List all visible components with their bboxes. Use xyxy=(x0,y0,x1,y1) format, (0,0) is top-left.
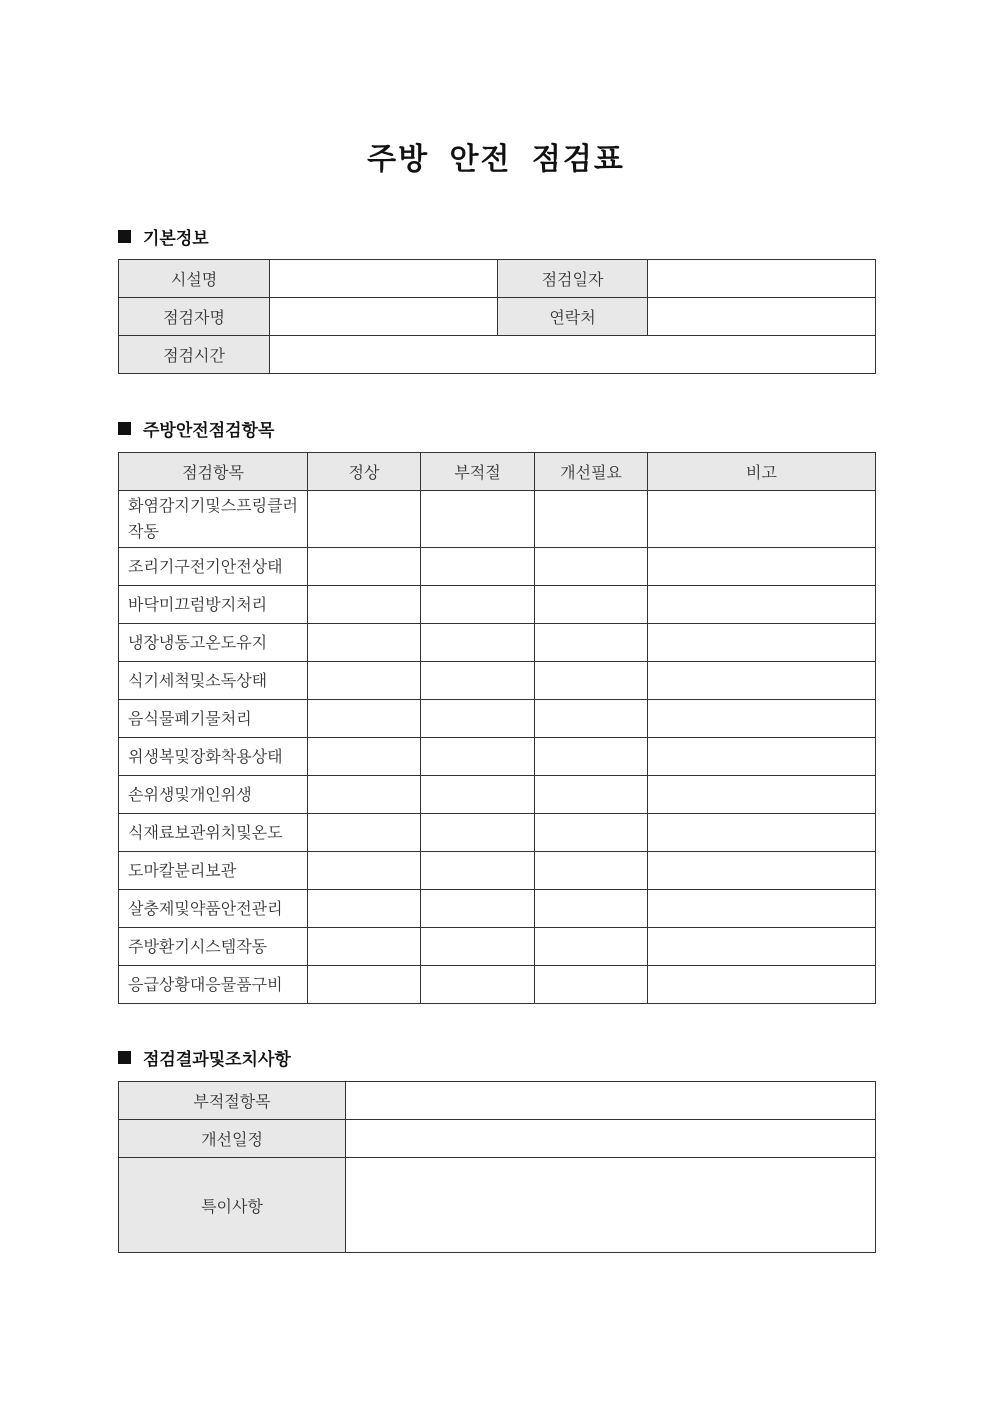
needs-improvement-cell[interactable] xyxy=(535,738,648,776)
header-inappropriate: 부적절 xyxy=(421,453,535,491)
table-row xyxy=(119,586,876,624)
check-item-label: 주방환기시스템작동 xyxy=(119,928,308,966)
square-bullet-icon xyxy=(118,230,131,243)
check-item-label: 음식물폐기물처리 xyxy=(119,700,308,738)
remarks-cell[interactable] xyxy=(648,852,876,890)
contact-label: 연락처 xyxy=(498,298,648,336)
remarks-cell[interactable] xyxy=(648,928,876,966)
needs-improvement-cell[interactable] xyxy=(535,586,648,624)
check-item-label: 식재료보관위치및온도 xyxy=(119,814,308,852)
table-row xyxy=(119,928,876,966)
contact-field[interactable] xyxy=(648,298,876,336)
inappropriate-cell[interactable] xyxy=(421,928,535,966)
inspection-date-field[interactable] xyxy=(648,260,876,298)
facility-name-field[interactable] xyxy=(270,260,498,298)
normal-cell[interactable] xyxy=(308,776,421,814)
normal-cell[interactable] xyxy=(308,662,421,700)
normal-cell[interactable] xyxy=(308,700,421,738)
table-row xyxy=(119,966,876,1004)
inspection-time-field[interactable] xyxy=(270,336,876,374)
inappropriate-items-field[interactable] xyxy=(346,1082,876,1120)
remarks-cell[interactable] xyxy=(648,776,876,814)
checklist-table xyxy=(118,452,876,1004)
remarks-field[interactable] xyxy=(346,1158,876,1253)
check-item-label: 손위생및개인위생 xyxy=(119,776,308,814)
header-needs-improvement: 개선필요 xyxy=(535,453,648,491)
normal-cell[interactable] xyxy=(308,491,421,548)
inappropriate-cell[interactable] xyxy=(421,966,535,1004)
table-row xyxy=(119,776,876,814)
inspection-time-label: 점검시간 xyxy=(119,336,270,374)
section-basic-label: 기본정보 xyxy=(143,229,209,249)
inspector-name-field[interactable] xyxy=(270,298,498,336)
normal-cell[interactable] xyxy=(308,852,421,890)
remarks-cell[interactable] xyxy=(648,491,876,548)
check-item-label: 위생복및장화착용상태 xyxy=(119,738,308,776)
normal-cell[interactable] xyxy=(308,928,421,966)
check-item-label: 살충제및약품안전관리 xyxy=(119,890,308,928)
section-results-label: 점검결과및조치사항 xyxy=(143,1050,291,1070)
needs-improvement-cell[interactable] xyxy=(535,624,648,662)
section-checklist-heading xyxy=(118,416,274,441)
checklist-header-row xyxy=(119,453,876,491)
results-table xyxy=(118,1081,876,1253)
inappropriate-cell[interactable] xyxy=(421,700,535,738)
needs-improvement-cell[interactable] xyxy=(535,776,648,814)
inappropriate-cell[interactable] xyxy=(421,491,535,548)
remarks-label: 특이사항 xyxy=(119,1158,346,1253)
table-row xyxy=(119,662,876,700)
section-results-heading xyxy=(118,1045,291,1070)
needs-improvement-cell[interactable] xyxy=(535,852,648,890)
normal-cell[interactable] xyxy=(308,966,421,1004)
normal-cell[interactable] xyxy=(308,890,421,928)
table-row xyxy=(119,624,876,662)
remarks-cell[interactable] xyxy=(648,890,876,928)
table-row xyxy=(119,890,876,928)
basic-info-table xyxy=(118,259,876,374)
needs-improvement-cell[interactable] xyxy=(535,966,648,1004)
inspector-name-label: 점검자명 xyxy=(119,298,270,336)
remarks-cell[interactable] xyxy=(648,814,876,852)
inappropriate-cell[interactable] xyxy=(421,662,535,700)
inappropriate-cell[interactable] xyxy=(421,814,535,852)
table-row xyxy=(119,548,876,586)
check-item-label: 바닥미끄럼방지처리 xyxy=(119,586,308,624)
needs-improvement-cell[interactable] xyxy=(535,700,648,738)
normal-cell[interactable] xyxy=(308,586,421,624)
remarks-cell[interactable] xyxy=(648,662,876,700)
check-item-label: 냉장냉동고온도유지 xyxy=(119,624,308,662)
inappropriate-items-label: 부적절항목 xyxy=(119,1082,346,1120)
normal-cell[interactable] xyxy=(308,548,421,586)
improvement-schedule-label: 개선일정 xyxy=(119,1120,346,1158)
check-item-label: 식기세척및소독상태 xyxy=(119,662,308,700)
needs-improvement-cell[interactable] xyxy=(535,662,648,700)
check-item-label: 응급상황대응물품구비 xyxy=(119,966,308,1004)
section-basic-heading xyxy=(118,224,209,249)
remarks-cell[interactable] xyxy=(648,738,876,776)
inappropriate-cell[interactable] xyxy=(421,548,535,586)
page-title: 주방 안전 점검표 xyxy=(367,142,625,177)
remarks-cell[interactable] xyxy=(648,700,876,738)
remarks-cell[interactable] xyxy=(648,966,876,1004)
inappropriate-cell[interactable] xyxy=(421,852,535,890)
needs-improvement-cell[interactable] xyxy=(535,491,648,548)
table-row xyxy=(119,491,876,548)
improvement-schedule-field[interactable] xyxy=(346,1120,876,1158)
needs-improvement-cell[interactable] xyxy=(535,928,648,966)
section-checklist-label: 주방안전점검항목 xyxy=(143,421,275,441)
square-bullet-icon xyxy=(118,1051,131,1064)
check-item-label: 도마칼분리보관 xyxy=(119,852,308,890)
table-row xyxy=(119,738,876,776)
facility-name-label: 시설명 xyxy=(119,260,270,298)
normal-cell[interactable] xyxy=(308,738,421,776)
header-remarks: 비고 xyxy=(648,453,876,491)
table-row xyxy=(119,814,876,852)
inappropriate-cell[interactable] xyxy=(421,776,535,814)
table-row xyxy=(119,700,876,738)
normal-cell[interactable] xyxy=(308,814,421,852)
remarks-cell[interactable] xyxy=(648,586,876,624)
table-row xyxy=(119,852,876,890)
header-item: 점검항목 xyxy=(119,453,308,491)
inappropriate-cell[interactable] xyxy=(421,738,535,776)
inappropriate-cell[interactable] xyxy=(421,624,535,662)
remarks-cell[interactable] xyxy=(648,548,876,586)
inspection-date-label: 점검일자 xyxy=(498,260,648,298)
needs-improvement-cell[interactable] xyxy=(535,548,648,586)
remarks-cell[interactable] xyxy=(648,624,876,662)
square-bullet-icon xyxy=(118,422,131,435)
check-item-label: 화염감지기및스프링클러작동 xyxy=(119,491,308,548)
normal-cell[interactable] xyxy=(308,624,421,662)
check-item-label: 조리기구전기안전상태 xyxy=(119,548,308,586)
inappropriate-cell[interactable] xyxy=(421,890,535,928)
needs-improvement-cell[interactable] xyxy=(535,890,648,928)
needs-improvement-cell[interactable] xyxy=(535,814,648,852)
header-normal: 정상 xyxy=(308,453,421,491)
inappropriate-cell[interactable] xyxy=(421,586,535,624)
